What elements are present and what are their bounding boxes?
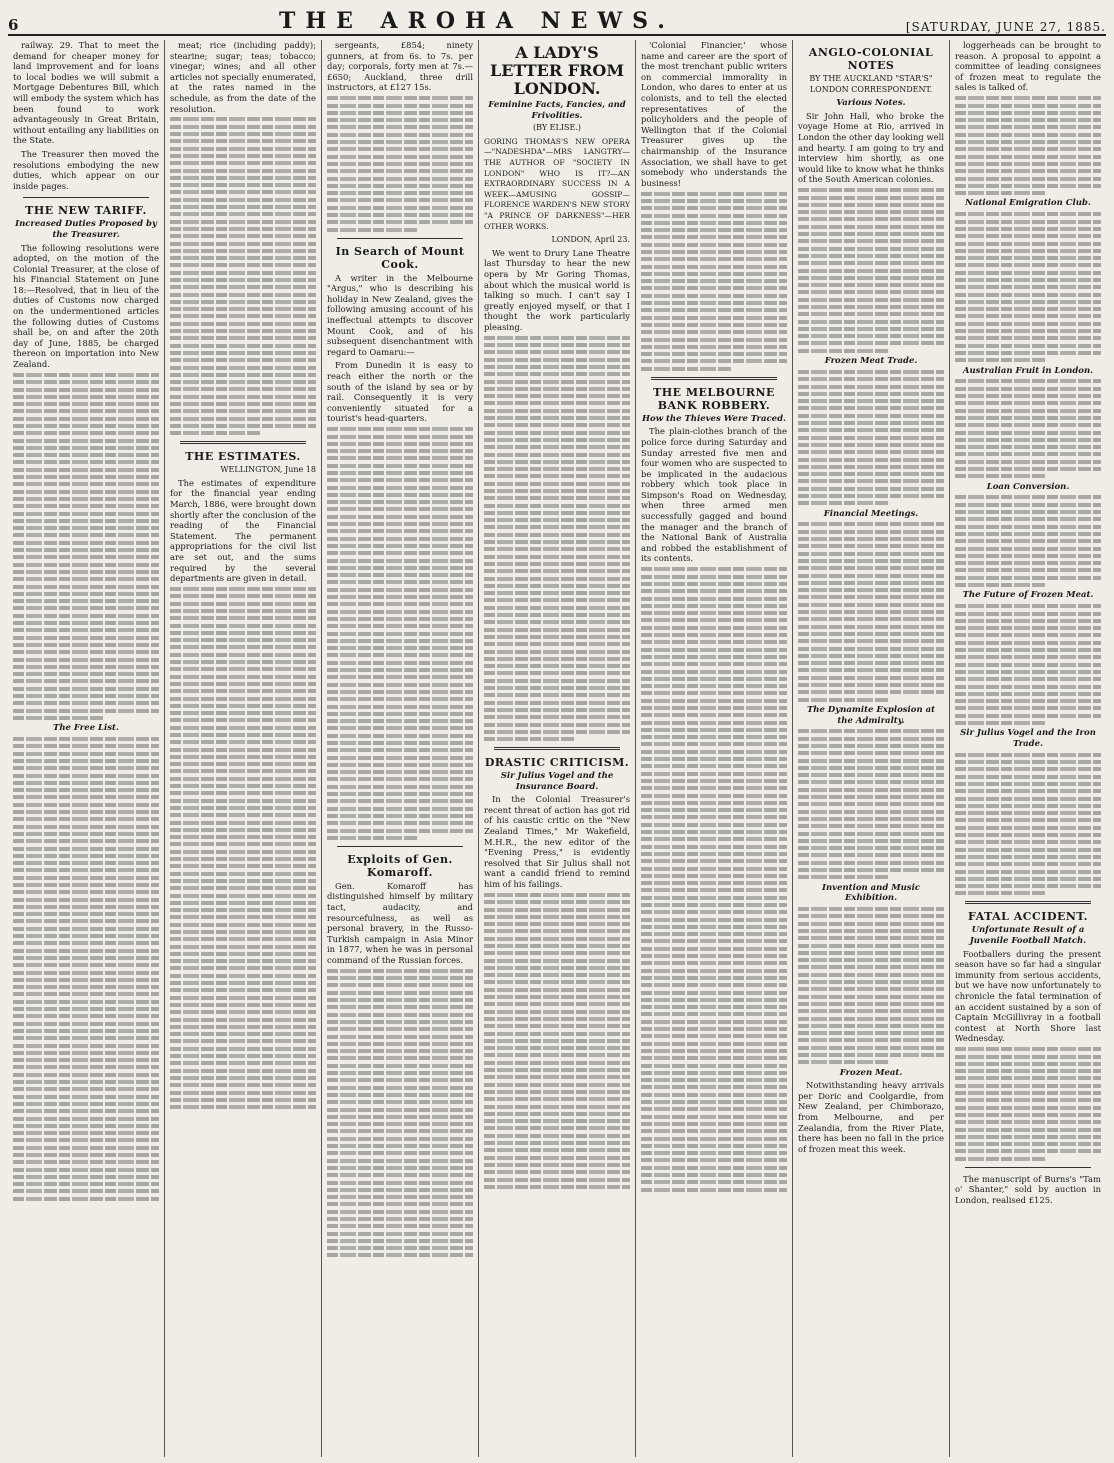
article-byline: (BY ELISE.) <box>533 123 581 133</box>
illegible-text-block <box>170 587 316 1109</box>
column-7 <box>950 40 1106 1457</box>
illegible-text-block <box>327 96 473 231</box>
divider <box>23 197 149 198</box>
masthead <box>8 4 1106 36</box>
illegible-text-block <box>798 907 944 1064</box>
column-1 <box>8 40 165 1457</box>
illegible-text-block <box>798 729 944 879</box>
article-dateline: LONDON, April 23. <box>551 235 630 245</box>
article-headline: THE NEW TARIFF. <box>25 204 147 218</box>
article-headline: THE ESTIMATES. <box>185 450 301 464</box>
column-6 <box>793 40 950 1457</box>
page-number: 6 <box>8 16 19 34</box>
illegible-text-block <box>955 604 1101 725</box>
article-text: From Dunedin it is easy to reach either the north or the south of the island by sea or by rail. Consequently it is very conveniently situated for a tourist's head-quarters. <box>327 360 473 424</box>
divider <box>337 238 463 239</box>
article-headline: A LADY'S LETTER FROM LONDON. <box>489 43 625 98</box>
illegible-text-block <box>484 336 630 741</box>
article-subheadline: Unfortunate Result of a Juvenile Football Match. <box>969 925 1087 946</box>
article-headline: ANGLO-COLONIAL NOTES <box>808 46 934 72</box>
divider <box>651 377 777 380</box>
article-text: The following resolutions were adopted, on the motion of the Colonial Treasurer, at the close of his Financial Statement on June 18:—Resolved, that in lieu of the duties of Customs now charged on the undermentioned articles the following duties of Customs shall be, on and after the 20th day of June, 1885, be charged thereon on importation into New Zealand. <box>13 242 159 370</box>
section-heading: Loan Conversion. <box>986 481 1070 492</box>
section-heading: Invention and Music Exhibition. <box>821 882 920 904</box>
divider <box>494 747 620 750</box>
divider <box>180 441 306 444</box>
issue-date: [SATURDAY, JUNE 27, 1885. <box>905 20 1106 34</box>
article-subheadline: Sir Julius Vogel and the Insurance Board. <box>500 771 614 792</box>
article-text: loggerheads can be brought to reason. A proposal to appoint a committee of leading consignees of frozen meat to regulate the sales is talked of. <box>955 40 1101 93</box>
article-text: sergeants, £854; ninety gunners, at from 6s. to 7s. per day; corporals, forty men at 7s.—£650; Auckland, three drill instructors, at £127 15s. <box>327 40 473 93</box>
article-headline: In Search of Mount Cook. <box>335 244 465 271</box>
article-text: 'Colonial Financier,' whose name and career are the sport of the most trenchant public writers on commercial immorality in London, who dares to enter at us colonists, and to tell the elected representatives of the policyholders and the people of Wellington that if the Colonial Treasurer gives up the chairmanship of the Insurance Association, we shall have to get somebody who understands the business! <box>641 40 787 188</box>
divider <box>965 1167 1091 1168</box>
illegible-text-block <box>13 737 159 1201</box>
newspaper-title: THE AROHA NEWS. <box>278 8 675 34</box>
article-text: The manuscript of Burns's "Tam o' Shanter," sold by auction in London, realised £125. <box>955 1173 1101 1205</box>
section-heading: Sir Julius Vogel and the Iron Trade. <box>960 728 1096 749</box>
article-headline: DRASTIC CRITICISM. <box>484 756 630 770</box>
illegible-text-block <box>13 373 159 720</box>
illegible-text-block <box>327 969 473 1258</box>
illegible-text-block <box>955 495 1101 587</box>
illegible-text-block <box>327 427 473 840</box>
columns <box>8 40 1106 1457</box>
article-text: A writer in the Melbourne "Argus," who is describing his holiday in New Zealand, gives the following amusing account of his ineffectual attempts to discover Mount Cook, and of his subsequent disenchantment with regard to Oamaru:— <box>327 272 473 357</box>
article-byline: BY THE AUCKLAND "STAR'S" LONDON CORRESPONDENT. <box>809 74 933 94</box>
section-heading: Frozen Meat Trade. <box>824 356 918 367</box>
section-heading: National Emigration Club. <box>965 198 1091 209</box>
article-text: Footballers during the present season have so far had a singular immunity from serious accidents, but we have now unfortunately to chronicle the fatal termination of an accident sustained by a son of Captain McGillivray in a football contest at North Shore last Wednesday. <box>955 948 1101 1044</box>
illegible-text-block <box>955 212 1101 362</box>
article-text: The estimates of expenditure for the financial year ending March, 1886, were brought down shortly after the conclusion of the reading of the Financial Statement. The permanent appropriations for the civil list are set out, and the sums required by the several departments are given in detail. <box>170 477 316 584</box>
illegible-text-block <box>170 117 316 435</box>
article-headline: FATAL ACCIDENT. <box>967 910 1089 924</box>
divider <box>965 901 1091 904</box>
illegible-text-block <box>955 753 1101 896</box>
illegible-text-block <box>798 370 944 505</box>
article-text: Notwithstanding heavy arrivals per Doric and Coolgardie, from New Zealand, per Chimborazo, from Melbourne, and per Zealandia, from the River Plate, there has been no fall in the price of frozen meat this week. <box>798 1080 944 1154</box>
section-heading: Frozen Meat. <box>839 1067 903 1078</box>
section-heading: Financial Meetings. <box>823 508 919 519</box>
illegible-text-block <box>955 379 1101 478</box>
article-text: meat; rice (including paddy); stearine; sugar; teas; tobacco; vinegar; wines; and all other articles not specially enumerated, at the rates named in the schedule, as from the date of the resolution. <box>170 40 316 114</box>
article-summary: GORING THOMAS'S NEW OPERA—"NADESHDA"—MRS LANGTRY—THE AUTHOR OF "SOCIETY IN LONDON" WHO IS IT?—AN EXTRAORDINARY SUCCESS IN A WEEK—AMUSING GOSSIP—FLORENCE WARDEN'S NEW STORY "A PRINCE OF DARKNESS"—HER OTHER WORKS. <box>484 136 630 231</box>
article-text: In the Colonial Treasurer's recent threat of action has got rid of his caustic critic on the "New Zealand Times," Mr Wakefield, M.H.R., the new editor of the "Evening Press," is evidently resolved that Sir Julius shall not want a candid friend to remind him of his failings. <box>484 794 630 890</box>
column-2 <box>165 40 322 1457</box>
article-text: railway. 29. That to meet the demand for cheaper money for land improvement and for loans to local bodies we will submit a Mortgage Debentures Bill, which will embody the system which has been found to work advantageously in Great Britain, without entailing any liabilities on the State. <box>13 40 159 146</box>
article-text: Sir John Hall, who broke the voyage Home at Rio, arrived in London the other day looking well and hearty. I am going to try and interview him shortly, as one would like to know what he thinks of the South American colonies. <box>798 110 944 185</box>
divider <box>337 846 463 847</box>
article-text: Gen. Komaroff has distinguished himself by military tact, audacity, and resourcefulness, as well as personal bravery, in the Russo-Turkish campaign in Asia Minor in 1877, when he was in personal command of the Russian forces. <box>327 880 473 965</box>
article-text: The plain-clothes branch of the police force during Saturday and Sunday arrested five men and four women who are suspected to be implicated in the audacious robbery which took place in Simpson's Road on Wednesday, when three armed men successfully gagged and bound the manager and the branch of the National Bank of Australia and robbed the establishment of its contents. <box>641 426 787 564</box>
column-5 <box>636 40 793 1457</box>
section-heading: The Future of Frozen Meat. <box>962 590 1094 601</box>
article-headline: THE MELBOURNE BANK ROBBERY. <box>653 385 775 412</box>
section-heading: The Dynamite Explosion at the Admiralty. <box>806 704 936 726</box>
section-heading: Various Notes. <box>836 98 906 109</box>
article-text: The Treasurer then moved the resolutions embodying the new duties, which appear on our inside pages. <box>13 148 159 191</box>
illegible-text-block <box>955 96 1101 195</box>
section-heading: The Free List. <box>53 723 119 734</box>
illegible-text-block <box>798 522 944 701</box>
column-3 <box>322 40 479 1457</box>
illegible-text-block <box>641 192 787 371</box>
illegible-text-block <box>955 1047 1101 1160</box>
illegible-text-block <box>798 188 944 353</box>
illegible-text-block <box>641 567 787 1191</box>
article-dateline: WELLINGTON, June 18 <box>220 465 316 475</box>
section-heading: Australian Fruit in London. <box>962 365 1094 376</box>
column-4 <box>479 40 636 1457</box>
article-subheadline: Feminine Facts, Fancies, and Frivolities. <box>488 100 626 121</box>
illegible-text-block <box>484 893 630 1189</box>
article-headline: Exploits of Gen. Komaroff. <box>347 852 453 879</box>
article-text: We went to Drury Lane Theatre last Thursday to hear the new opera by Mr Goring Thomas, about which the musical world is talking so much. I can't say I greatly enjoyed myself, or that I thought the work particularly pleasing. <box>484 247 630 332</box>
article-subheadline: How the Thieves Were Traced. <box>642 413 786 424</box>
article-subheadline: Increased Duties Proposed by the Treasurer. <box>15 219 157 240</box>
